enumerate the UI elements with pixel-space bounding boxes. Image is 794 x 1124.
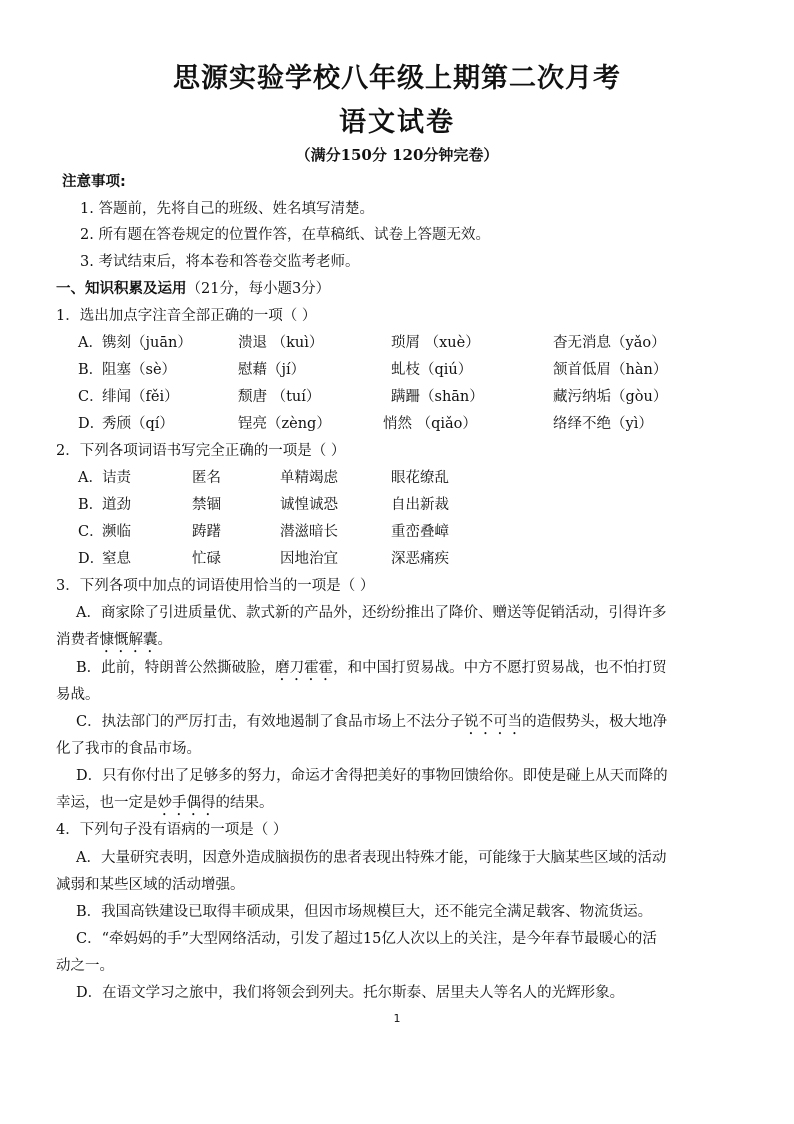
option-item: 颔首低眉（hàn） bbox=[553, 362, 668, 378]
option-item: 眼花缭乱 bbox=[391, 470, 449, 486]
option-item: 悄然 （qiǎo） bbox=[383, 416, 477, 432]
option-item: 因地治宜 bbox=[280, 551, 338, 567]
option-item: 匿名 bbox=[192, 470, 221, 486]
option-item: 秀颀（qí） bbox=[102, 416, 174, 432]
question-2-stem: 2．下列各项词语书写完全正确的一项是（ ） bbox=[56, 443, 346, 459]
q3-option-a-line2: 消费者慷慨解囊。 bbox=[56, 632, 172, 648]
option-item: 重峦叠嶂 bbox=[391, 524, 449, 540]
option-item: 单精竭虑 bbox=[280, 470, 338, 486]
option-item: 诚惶诚恐 bbox=[280, 497, 338, 513]
exam-score-time: （满分150分 120分钟完卷） bbox=[295, 146, 499, 164]
page-number: 1 bbox=[393, 1012, 401, 1025]
option-letter: D． bbox=[78, 551, 105, 567]
option-item: 藏污纳垢（gòu） bbox=[553, 389, 668, 405]
option-letter: B． bbox=[78, 362, 104, 378]
exam-subject: 语文试卷 bbox=[339, 107, 455, 138]
option-item: 阻塞（sè） bbox=[102, 362, 177, 378]
q4-option-b-line1: B．我国高铁建设已取得丰硕成果，但因市场规模巨大，还不能完全满足载客、物流货运。 bbox=[76, 904, 653, 920]
q3-option-b-line1: B．此前，特朗普公然撕破脸，磨刀霍霍，和中国打贸易战。中方不愿打贸易战，也不怕打贸 bbox=[76, 660, 667, 676]
option-item: 忙碌 bbox=[192, 551, 221, 567]
question-1-stem: 1．选出加点字注音全部正确的一项（ ） bbox=[56, 308, 317, 324]
q3-option-b-line2: 易战。 bbox=[56, 687, 100, 703]
notice-item: 3. 考试结束后，将本卷和答卷交监考老师。 bbox=[80, 254, 360, 270]
emphasized-term: 妙手偶得 bbox=[157, 795, 216, 811]
option-item: 道劲 bbox=[102, 497, 131, 513]
notice-heading: 注意事项: bbox=[62, 174, 126, 190]
q3-option-a-line1: A．商家除了引进质量优、款式新的产品外，还纷纷推出了降价、赠送等促销活动，引得许多 bbox=[76, 605, 667, 621]
q3-option-d-line2: 幸运，也一定是妙手偶得的结果。 bbox=[56, 795, 274, 811]
option-letter: C． bbox=[78, 524, 104, 540]
q4-option-c-line2: 动之一。 bbox=[56, 958, 114, 974]
option-item: 濒临 bbox=[102, 524, 131, 540]
option-letter: D． bbox=[78, 416, 105, 432]
notice-item: 2. 所有题在答卷规定的位置作答，在草稿纸、试卷上答题无效。 bbox=[80, 227, 490, 243]
option-item: 杳无消息（yǎo） bbox=[553, 335, 666, 351]
q3-option-c-line2: 化了我市的食品市场。 bbox=[56, 741, 201, 757]
section-score: （21分，每小题3分） bbox=[186, 281, 331, 297]
option-item: 自出新裁 bbox=[391, 497, 449, 513]
q4-option-a-line2: 减弱和某些区域的活动增强。 bbox=[56, 877, 245, 893]
option-item: 溃退 （kuì） bbox=[238, 335, 324, 351]
option-item: 禁锢 bbox=[192, 497, 221, 513]
option-item: 虬枝（qiú） bbox=[391, 362, 473, 378]
option-item: 琐屑 （xuè） bbox=[391, 335, 480, 351]
option-item: 踌躇 bbox=[192, 524, 221, 540]
emphasized-term: 慷慨解囊 bbox=[99, 632, 158, 648]
q3-option-c-line1: C．执法部门的严厉打击，有效地遏制了食品市场上不法分子锐不可当的造假势头，极大地净 bbox=[76, 714, 668, 730]
option-item: 绯闻（fěi） bbox=[102, 389, 179, 405]
emphasized-term: 锐不可当 bbox=[464, 714, 523, 730]
q4-option-c-line1: C．“牵妈妈的手”大型网络活动，引发了超过15亿人次以上的关注，是今年春节最暖心的活 bbox=[76, 931, 657, 947]
question-4-stem: 4．下列句子没有语病的一项是（ ） bbox=[56, 822, 288, 838]
option-letter: C． bbox=[78, 389, 104, 405]
option-item: 锃亮（zèng） bbox=[238, 416, 331, 432]
question-3-stem: 3．下列各项中加点的词语使用恰当的一项是（ ） bbox=[56, 578, 375, 594]
q3-option-d-line1: D．只有你付出了足够多的努力，命运才舍得把美好的事物回馈给你。即使是碰上从天而降的 bbox=[76, 768, 668, 784]
option-letter: A． bbox=[78, 470, 103, 486]
section-heading bbox=[56, 279, 330, 299]
option-item: 潜滋暗长 bbox=[280, 524, 338, 540]
section-title: 一、知识积累及运用 bbox=[56, 281, 187, 297]
option-item: 镌刻（juān） bbox=[102, 335, 192, 351]
option-item: 深恶痛疾 bbox=[391, 551, 449, 567]
option-letter: A． bbox=[78, 335, 103, 351]
option-item: 窒息 bbox=[102, 551, 131, 567]
notice-item: 1. 答题前，先将自己的班级、姓名填写清楚。 bbox=[80, 201, 374, 217]
option-letter: B． bbox=[78, 497, 104, 513]
option-item: 蹒跚（shān） bbox=[391, 389, 484, 405]
option-item: 慰藉（jí） bbox=[238, 362, 306, 378]
exam-title: 思源实验学校八年级上期第二次月考 bbox=[173, 63, 621, 94]
q4-option-a-line1: A．大量研究表明，因意外造成脑损伤的患者表现出特殊才能，可能缘于大脑某些区域的活动 bbox=[76, 850, 667, 866]
option-item: 颓唐 （tuí） bbox=[238, 389, 321, 405]
option-item: 络绎不绝（yì） bbox=[553, 416, 653, 432]
option-item: 诘责 bbox=[102, 470, 131, 486]
emphasized-term: 磨刀霍霍 bbox=[275, 660, 334, 676]
q4-option-d-line1: D．在语文学习之旅中，我们将领会到列夫。托尔斯泰、居里夫人等名人的光辉形象。 bbox=[76, 985, 625, 1001]
